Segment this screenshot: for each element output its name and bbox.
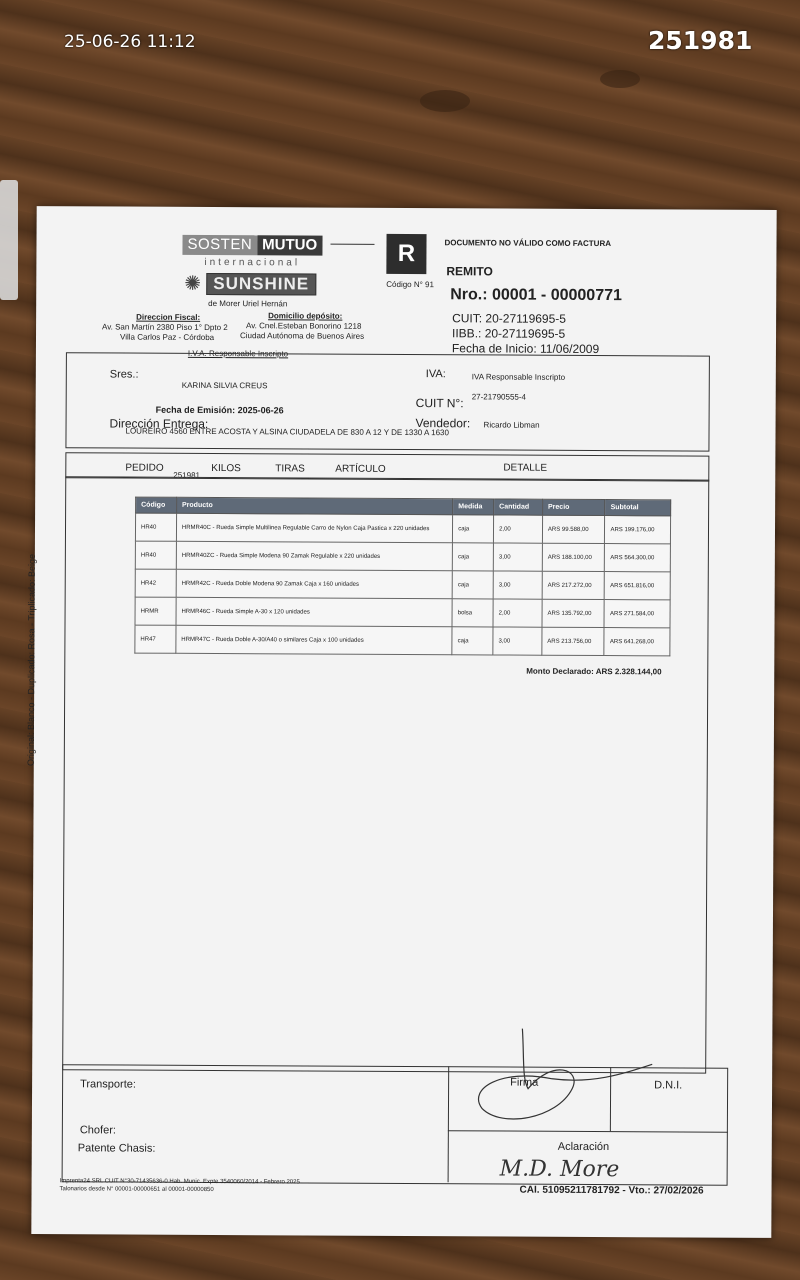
cell-producto: HRMR46C - Rueda Simple A-30 x 120 unidades bbox=[176, 597, 452, 626]
col-tiras: TIRAS bbox=[275, 463, 305, 475]
photo-timestamp: 25-06-26 11:12 bbox=[64, 32, 196, 52]
cell-cantidad: 2,00 bbox=[493, 599, 542, 627]
col-detalle: DETALLE bbox=[503, 462, 548, 474]
cell-subtotal: ARS 564.300,00 bbox=[605, 544, 671, 572]
cell-codigo: HR40 bbox=[135, 513, 176, 541]
cai-vto: CAI. 51095211781792 - Vto.: 27/02/2026 bbox=[519, 1184, 704, 1197]
doc-type: REMITO bbox=[446, 264, 493, 279]
th-subtotal: Subtotal bbox=[605, 500, 671, 516]
doc-number: Nro.: 00001 - 00000771 bbox=[450, 286, 622, 305]
items-table bbox=[134, 497, 671, 657]
vendedor-label: Vendedor: bbox=[415, 416, 471, 431]
cell-precio: ARS 99.588,00 bbox=[542, 515, 605, 543]
chofer-label: Chofer: bbox=[79, 1124, 116, 1137]
codigo-number: Código N° 91 bbox=[386, 279, 434, 290]
remito-document bbox=[25, 206, 776, 1238]
table-row bbox=[135, 513, 670, 544]
monto-declarado: Monto Declarado: ARS 2.328.144,00 bbox=[526, 666, 662, 677]
col-articulo: ARTÍCULO bbox=[335, 463, 386, 475]
cell-codigo: HR47 bbox=[135, 625, 176, 653]
imprenta-line2: Talonarios desde N° 00001-00000651 al 00001-00000850 bbox=[59, 1186, 214, 1194]
handwritten-aclaracion: M.D. More bbox=[499, 1156, 620, 1183]
imprenta-line1: Imprenta24 SRL CUIT N°30-71435636-0 Hab. Munic. Expte 3540060/2014 - Febrero 2025 bbox=[59, 1178, 300, 1186]
brand-logo bbox=[182, 235, 322, 256]
table-row bbox=[135, 541, 670, 572]
wood-knot bbox=[600, 70, 640, 88]
dir-fiscal-line1: Av. San Martín 2380 Piso 1° Dpto 2 bbox=[102, 322, 228, 333]
issuer-cuit: CUIT: 20-27119695-5 bbox=[452, 311, 567, 326]
dir-fiscal-label: Direccion Fiscal: bbox=[136, 312, 201, 322]
cell-medida: caja bbox=[453, 515, 494, 543]
sun-icon: ✺ bbox=[184, 272, 202, 295]
issuer-iibb: IIBB.: 20-27119695-5 bbox=[451, 326, 566, 341]
brand-sub: internacional bbox=[204, 256, 301, 269]
fecha-inicio: Fecha de Inicio: 11/06/2009 bbox=[451, 341, 600, 357]
cell-precio: ARS 135.792,00 bbox=[542, 599, 605, 627]
cuit-value: 27-21790555-4 bbox=[471, 392, 527, 402]
sres-label: Sres.: bbox=[109, 368, 139, 381]
cell-cantidad: 3,00 bbox=[493, 571, 542, 599]
cell-medida: bolsa bbox=[452, 599, 493, 627]
pedido-value: 251981 bbox=[173, 470, 201, 480]
brand-right: MUTUO bbox=[257, 235, 322, 255]
iva-value: IVA Responsable Inscripto bbox=[471, 372, 566, 382]
col-kilos: KILOS bbox=[211, 462, 241, 475]
th-medida: Medida bbox=[453, 499, 494, 515]
dir-fiscal-line2: Villa Carlos Paz - Córdoba bbox=[119, 332, 215, 343]
cell-producto: HRMR47C - Rueda Doble A-30/A40 o similares Caja x 100 unidades bbox=[176, 625, 452, 654]
cell-cantidad: 2,00 bbox=[494, 515, 543, 543]
cell-subtotal: ARS 199.176,00 bbox=[605, 516, 671, 544]
th-cantidad: Cantidad bbox=[494, 499, 543, 515]
cell-subtotal: ARS 271.584,00 bbox=[604, 600, 670, 628]
document-letter: R bbox=[386, 234, 426, 274]
connector-line bbox=[330, 244, 374, 245]
wood-knot bbox=[420, 90, 470, 112]
th-precio: Precio bbox=[542, 499, 605, 515]
cell-medida: caja bbox=[452, 543, 493, 571]
brand2-owner: de Morer Uriel Hernán bbox=[208, 298, 288, 309]
cell-precio: ARS 217.272,00 bbox=[542, 571, 605, 599]
dni-label: D.N.I. bbox=[654, 1079, 683, 1092]
cell-producto: HRMR40ZC - Rueda Simple Modena 90 Zamak Regulable x 220 unidades bbox=[176, 541, 452, 570]
cell-codigo: HRMR bbox=[135, 597, 176, 625]
client-name: KARINA SILVIA CREUS bbox=[181, 380, 268, 391]
dom-deposito-line1: Av. Cnel.Esteban Bonorino 1218 bbox=[246, 321, 362, 331]
table-row bbox=[135, 597, 670, 628]
cell-producto: HRMR40C - Rueda Simple Multilinea Regulable Carro de Nylon Caja Pastica x 220 unidades bbox=[176, 513, 452, 542]
brand-left: SOSTEN bbox=[182, 235, 257, 255]
th-producto: Producto bbox=[176, 497, 452, 514]
col-pedido: PEDIDO bbox=[125, 462, 164, 474]
patente-label: Patente Chasis: bbox=[77, 1142, 156, 1155]
iva-inscripto: I.V.A. Responsable Inscripto bbox=[187, 348, 289, 359]
cell-codigo: HR40 bbox=[135, 541, 176, 569]
cell-precio: ARS 188.100,00 bbox=[542, 543, 605, 571]
cell-producto: HRMR42C - Rueda Doble Modena 90 Zamak Caja x 160 unidades bbox=[176, 569, 452, 598]
cell-subtotal: ARS 651.816,00 bbox=[605, 572, 671, 600]
cell-precio: ARS 213.756,00 bbox=[542, 627, 605, 655]
dom-deposito-label: Domicilio depósito: bbox=[268, 311, 343, 321]
dom-deposito-line2: Ciudad Autónoma de Buenos Aires bbox=[239, 331, 365, 341]
cell-cantidad: 3,00 bbox=[493, 543, 542, 571]
fecha-emision: Fecha de Emisión: 2025-06-26 bbox=[155, 404, 284, 416]
firma-label: Firma bbox=[510, 1076, 539, 1089]
wood-knot bbox=[0, 180, 18, 300]
direccion-value: LOUREIRO 4560 ENTRE ACOSTA Y ALSINA CIUDADELA DE 830 A 12 Y DE 1330 A 1630 bbox=[125, 426, 449, 438]
transporte-label: Transporte: bbox=[80, 1078, 136, 1091]
direccion-label: Dirección Entrega: bbox=[109, 416, 209, 431]
iva-label: IVA: bbox=[425, 368, 446, 381]
table-row bbox=[135, 625, 670, 656]
cuit-label: CUIT N°: bbox=[415, 396, 464, 411]
th-codigo: Código bbox=[136, 497, 177, 513]
vendedor-value: Ricardo Libman bbox=[483, 420, 540, 430]
not-valid-notice: DOCUMENTO NO VÁLIDO COMO FACTURA bbox=[444, 238, 612, 249]
cell-codigo: HR42 bbox=[135, 569, 176, 597]
cell-cantidad: 3,00 bbox=[493, 627, 542, 655]
cell-medida: caja bbox=[452, 571, 493, 599]
signature-scribble bbox=[462, 1018, 663, 1129]
brand2-logo: SUNSHINE bbox=[206, 273, 316, 296]
cell-medida: caja bbox=[452, 627, 493, 655]
copies-legend: Original: Blanco - Duplicado: Rosa - Triplicado: Beige bbox=[25, 553, 37, 767]
cell-subtotal: ARS 641.268,00 bbox=[604, 628, 670, 656]
aclaracion-label: Aclaración bbox=[557, 1140, 610, 1154]
table-row bbox=[135, 569, 670, 600]
photo-number: 251981 bbox=[648, 26, 753, 55]
